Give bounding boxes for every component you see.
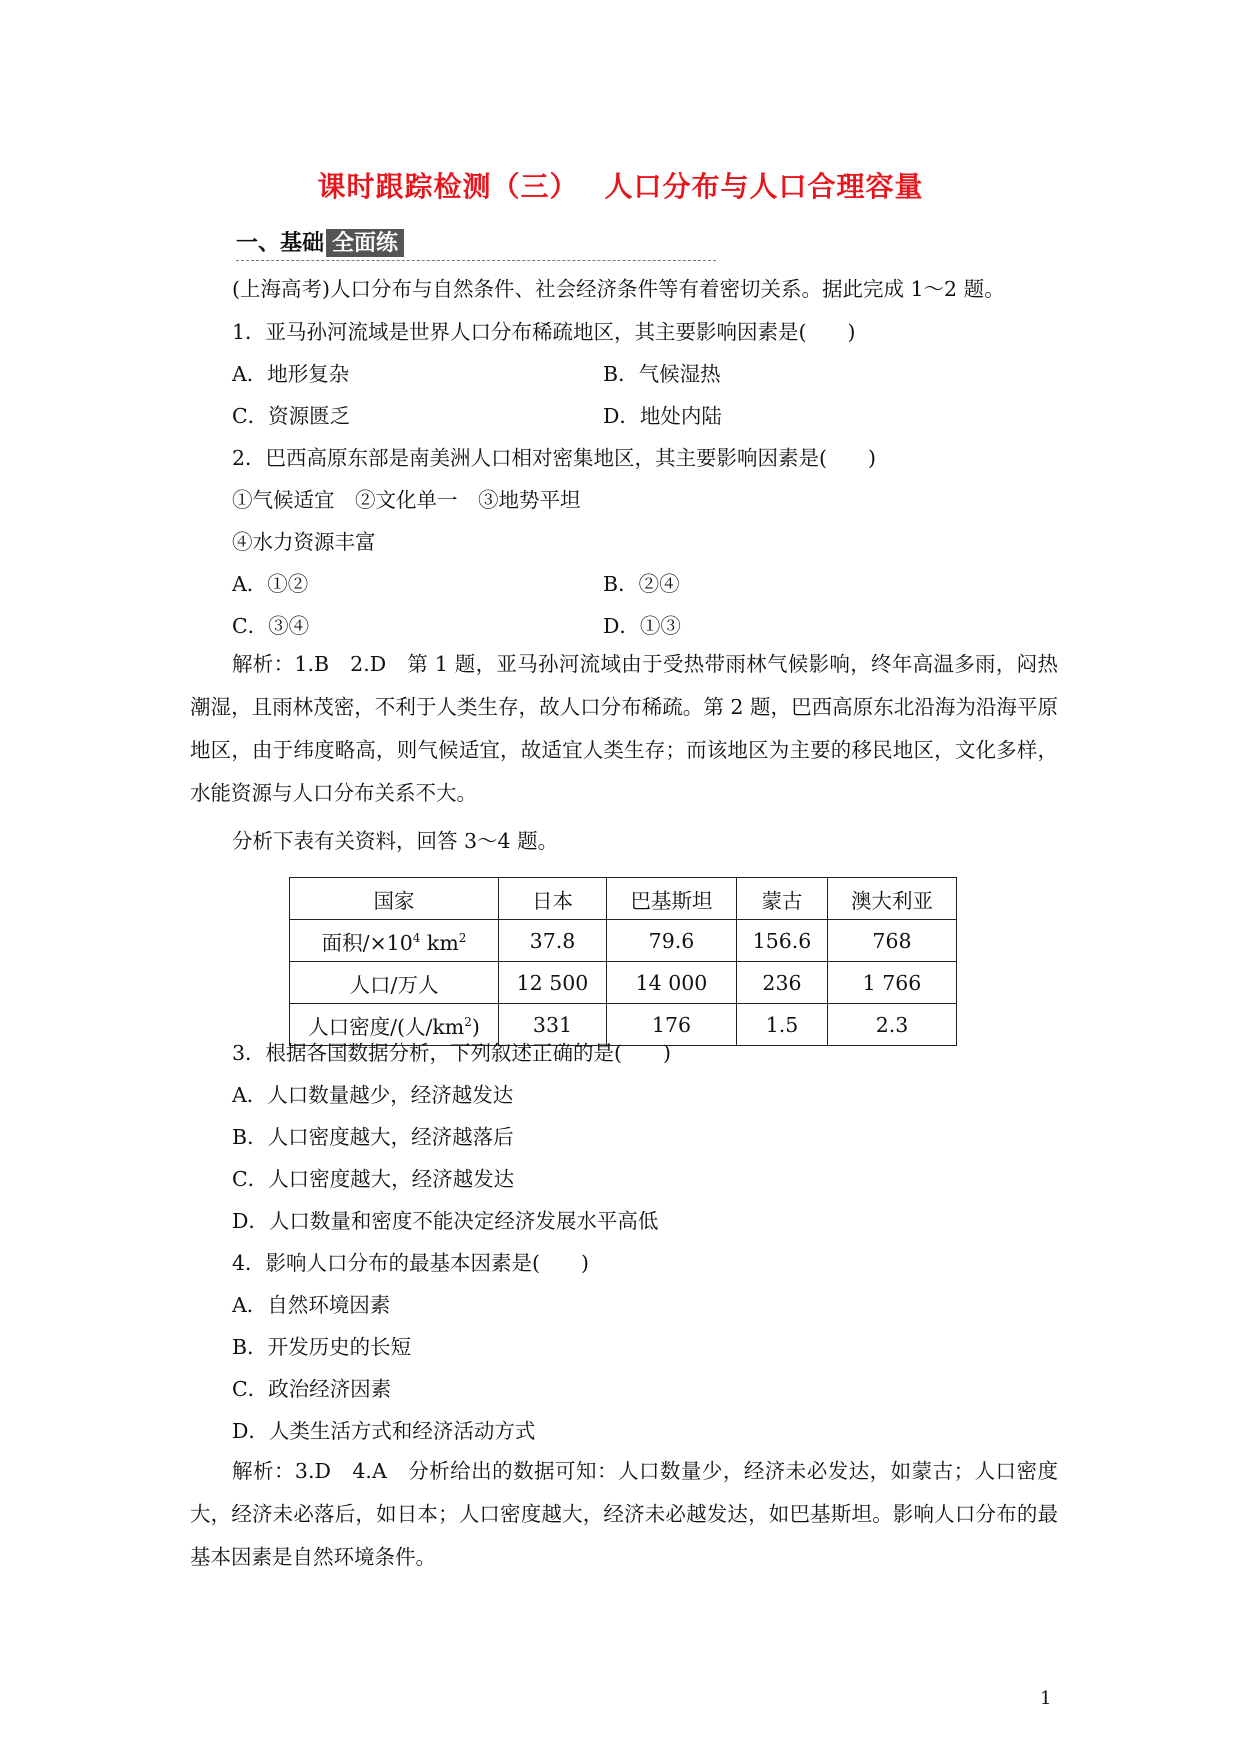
title-part-2: 人口分布与人口合理容量 [604,170,924,203]
q1-stem: 1．亚马孙河流域是世界人口分布稀疏地区，其主要影响因素是( ) [232,320,856,344]
table-cell: 236 [737,962,828,1004]
table-cell: 37.8 [499,920,607,962]
page-number: 1 [1040,1688,1052,1709]
table-row [290,920,957,962]
table-cell: 156.6 [737,920,828,962]
section-prefix: 一、基础 [236,230,325,256]
q3-option-d: D．人口数量和密度不能决定经济发展水平高低 [232,1209,659,1233]
table-cell: 2.3 [828,1004,957,1046]
table-header-cell: 日本 [499,878,607,920]
table-cell: 79.6 [607,920,737,962]
table-header-cell: 澳大利亚 [828,878,957,920]
table-cell: 176 [607,1004,737,1046]
q4-option-a: A．自然环境因素 [232,1293,391,1317]
row-label-area: 面积$/\times 10^4$ $km^2$ [290,920,499,962]
q4-option-d: D．人类生活方式和经济活动方式 [232,1419,536,1443]
table-cell: 331 [499,1004,607,1046]
q2-option-c: C．③④ [232,614,310,638]
q2-option-a: A．①② [232,572,309,596]
row-label-population: 人口/万人 [290,962,499,1004]
title-part-1: 课时跟踪检测（三） [317,170,579,203]
intro-text-2: 分析下表有关资料，回答 3～4 题。 [232,829,559,853]
table-cell: 1 766 [828,962,957,1004]
table-cell: 14 000 [607,962,737,1004]
table-header-cell: 国家 [290,878,499,920]
q2-items-1: ①气候适宜 ②文化单一 ③地势平坦 [232,488,581,512]
section-boxed-label: 全面练 [326,229,404,257]
analysis-paragraph-2: 解析：3.D 4.A 分析给出的数据可知：人口数量少，经济未必发达，如蒙古；人口密度大，经济未必落后，如日本；人口密度越大，经济未必越发达，如巴基斯坦。影响人口分布的最基本因素是自然环境条件。 [190,1459,1058,1569]
q2-items-2: ④水力资源丰富 [232,530,376,554]
page-title [0,165,1241,205]
q3-stem: 3．根据各国数据分析，下列叙述正确的是( ) [232,1041,672,1065]
q2-stem: 2．巴西高原东部是南美洲人口相对密集地区，其主要影响因素是( ) [232,446,877,470]
table-cell: 768 [828,920,957,962]
table-header-cell: 蒙古 [737,878,828,920]
q1-option-d: D．地处内陆 [603,404,722,428]
row-label-density: 人口密度/(人$/km^2$) [290,1004,499,1046]
dashed-divider [236,260,716,261]
q4-option-b: B．开发历史的长短 [232,1335,412,1359]
table-header-cell: 巴基斯坦 [607,878,737,920]
q2-option-b: B．②④ [603,572,680,596]
intro-text-1: (上海高考)人口分布与自然条件、社会经济条件等有着密切关系。据此完成 1～2 题。 [232,277,1005,301]
q3-option-c: C．人口密度越大，经济越发达 [232,1167,515,1191]
section-heading [236,226,404,257]
q2-option-d: D．①③ [603,614,681,638]
table-cell: 1.5 [737,1004,828,1046]
data-table [289,877,957,1046]
q3-option-a: A．人口数量越少，经济越发达 [232,1083,514,1107]
table-row [290,962,957,1004]
analysis-paragraph-1: 解析：1.B 2.D 第 1 题，亚马孙河流域由于受热带雨林气候影响，终年高温多雨，闷热潮湿，且雨林茂密，不利于人类生存，故人口分布稀疏。第 2 题，巴西高原东北沿海为沿海平原地区，由于纬度略高，则气候适宜，故适宜人类生存；而该地区为主要的移民地区，文化多样，水能资源与人口分布关系不大。 [190,652,1058,805]
table-header-row [290,878,957,920]
q4-option-c: C．政治经济因素 [232,1377,392,1401]
q1-option-c: C．资源匮乏 [232,404,351,428]
q1-option-b: B．气候湿热 [603,362,721,386]
q4-stem: 4．影响人口分布的最基本因素是( ) [232,1251,590,1275]
q1-option-a: A．地形复杂 [232,362,350,386]
table-cell: 12 500 [499,962,607,1004]
q3-option-b: B．人口密度越大，经济越落后 [232,1125,514,1149]
